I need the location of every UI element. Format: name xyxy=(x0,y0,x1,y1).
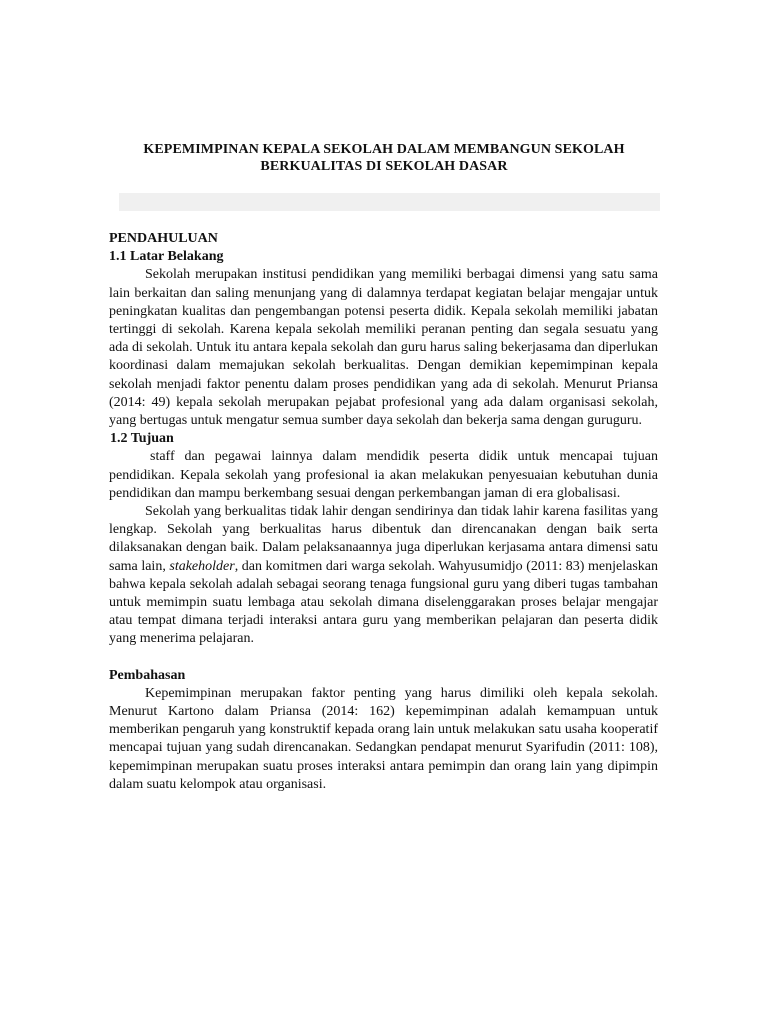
section-heading-pembahasan: Pembahasan xyxy=(109,667,186,683)
title-line-1: KEPEMIMPINAN KEPALA SEKOLAH DALAM MEMBANGUN SEKOLAH xyxy=(143,142,625,157)
page-title xyxy=(100,141,668,175)
author-placeholder-band xyxy=(119,193,660,211)
paragraph-tujuan-2-emphasis: stakeholder xyxy=(169,558,235,574)
document-body xyxy=(109,230,658,794)
paragraph-pembahasan: Kepemimpinan merupakan faktor penting yang harus dimiliki oleh kepala sekolah. Menurut Kartono dalam Priansa (2014: 162) kepemimpinan adalah kemampuan untuk memberikan pengaruh yang konstruktif kepada orang lain untuk melakukan satu usaha kooperatif mencapai tujuan yang sudah direncanakan. Sedangkan pendapat menurut Syarifudin (2011: 108), kepemimpinan merupakan suatu proses interaksi antara pemimpin dan orang lain yang dipimpin dalam suatu kelompok atau organisasi. xyxy=(109,685,658,792)
subsection-heading-latar-belakang: 1.1 Latar Belakang xyxy=(109,249,224,265)
subsection-heading-tujuan: 1.2 Tujuan xyxy=(110,431,174,447)
paragraph-tujuan-2-part-a: Sekolah yang berkualitas tidak lahir dengan sendirinya dan tidak lahir karena fasilitas yang lengkap. Sekolah yang berkualitas harus dibentuk dan direncanakan dengan baik serta dilaksanakan dengan baik. Dalam pelaksanaannya juga diperlukan kerjasama antara dimensi satu sama lain, xyxy=(109,504,658,574)
title-line-2: BERKUALITAS DI SEKOLAH DASAR xyxy=(260,159,508,174)
paragraph-tujuan-1: staff dan pegawai lainnya dalam mendidik peserta didik untuk mencapai tujuan pendidikan. Kepala sekolah yang profesional ia akan melakukan penyesuaian kebutuhan dunia pendidikan dan mampu berkembang sesuai dengan perkembangan jaman di era globalisasi. xyxy=(109,449,658,501)
section-spacer xyxy=(109,649,658,667)
paragraph-tujuan-2 xyxy=(109,503,658,649)
section-heading-pendahuluan: PENDAHULUAN xyxy=(109,231,218,246)
paragraph-tujuan-2-part-b: , dan komitmen dari warga sekolah. Wahyusumidjo (2011: 83) menjelaskan bahwa kepala sekolah adalah sebagai seorang tenaga fungsional guru yang diberi tugas tambahan untuk memimpin suatu lembaga atau sekolah dimana diselenggarakan proses belajar mengajar atau tempat dimana terjadi interaksi antara guru yang memberikan pelajaran dan peserta didik yang menerima pelajaran. xyxy=(109,558,658,647)
paragraph-latar-belakang: Sekolah merupakan institusi pendidikan yang memiliki berbagai dimensi yang satu sama lain berkaitan dan saling menunjang yang di dalamnya terdapat kegiatan belajar mengajar untuk peningkatan kualitas dan pengembangan potensi peserta didik. Kepala sekolah memiliki jabatan tertinggi di sekolah. Karena kepala sekolah memiliki peranan penting dan segala sesuatu yang ada di sekolah. Untuk itu antara kepala sekolah dan guru harus saling bekerjasama dan diperlukan koordinasi dalam memajukan sekolah berkualitas. Dengan demikian kepemimpinan kepala sekolah menjadi faktor penentu dalam proses pendidikan yang ada di sekolah. Menurut Priansa (2014: 49) kepala sekolah merupakan pejabat profesional yang ada dalam organisasi sekolah, yang bertugas untuk mengatur semua sumber daya sekolah dan bekerja sama dengan guruguru. xyxy=(109,267,658,429)
